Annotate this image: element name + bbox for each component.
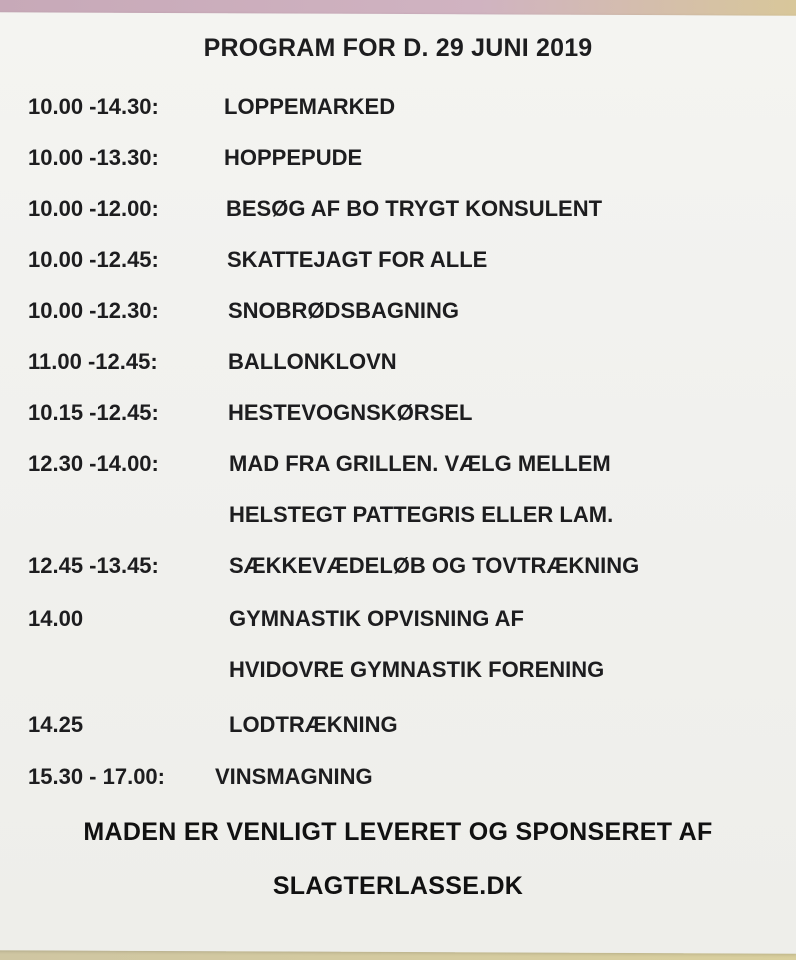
schedule-activity-continued: HELSTEGT PATTEGRIS ELLER LAM. (229, 502, 614, 527)
schedule-activity: SÆKKEVÆDELØB OG TOVTRÆKNING (229, 553, 640, 578)
schedule-row (0, 247, 796, 283)
schedule-row-continuation (0, 657, 796, 693)
schedule-activity-continued: HVIDOVRE GYMNASTIK FORENING (229, 657, 605, 682)
schedule-activity: BALLONKLOVN (228, 349, 397, 374)
schedule-activity: GYMNASTIK OPVISNING AF (229, 606, 524, 631)
sponsor-website: SLAGTERLASSE.DK (272, 872, 524, 900)
schedule-activity: SNOBRØDSBAGNING (228, 298, 460, 323)
schedule-time: 10.00 -12.00: (28, 196, 159, 221)
schedule-activity: LODTRÆKNING (229, 712, 398, 737)
schedule-row (0, 145, 796, 181)
schedule-activity: LOPPEMARKED (224, 94, 396, 119)
schedule-row (0, 764, 796, 800)
schedule-row (0, 451, 796, 487)
schedule-activity: HOPPEPUDE (224, 145, 363, 170)
page-title: PROGRAM FOR D. 29 JUNI 2019 (203, 34, 593, 62)
schedule-time: 10.00 -14.30: (28, 94, 159, 119)
schedule-time: 11.00 -12.45: (28, 349, 158, 374)
schedule-activity: BESØG AF BO TRYGT KONSULENT (226, 196, 603, 221)
schedule-time: 14.25 (28, 712, 84, 737)
schedule-time: 14.00 (28, 606, 84, 631)
schedule-row (0, 712, 796, 748)
schedule-activity: HESTEVOGNSKØRSEL (228, 400, 473, 425)
schedule-row-continuation (0, 502, 796, 538)
schedule-time: 10.15 -12.45: (28, 400, 159, 425)
schedule-time: 10.00 -12.30: (28, 298, 159, 323)
schedule-row (0, 606, 796, 642)
schedule-row (0, 298, 796, 334)
schedule-row (0, 196, 796, 232)
schedule-activity: VINSMAGNING (215, 764, 373, 789)
schedule-row (0, 553, 796, 589)
schedule-time: 15.30 - 17.00: (28, 764, 165, 789)
schedule-time: 10.00 -12.45: (28, 247, 159, 272)
schedule-time: 12.30 -14.00: (28, 451, 159, 476)
schedule-activity: MAD FRA GRILLEN. VÆLG MELLEM (229, 451, 611, 476)
schedule-row (0, 94, 796, 130)
schedule-time: 12.45 -13.45: (28, 553, 159, 578)
schedule-activity: SKATTEJAGT FOR ALLE (227, 247, 488, 272)
schedule-time: 10.00 -13.30: (28, 145, 159, 170)
sponsor-text: MADEN ER VENLIGT LEVERET OG SPONSERET AF (83, 818, 713, 846)
schedule-row (0, 400, 796, 436)
schedule-row (0, 349, 796, 385)
